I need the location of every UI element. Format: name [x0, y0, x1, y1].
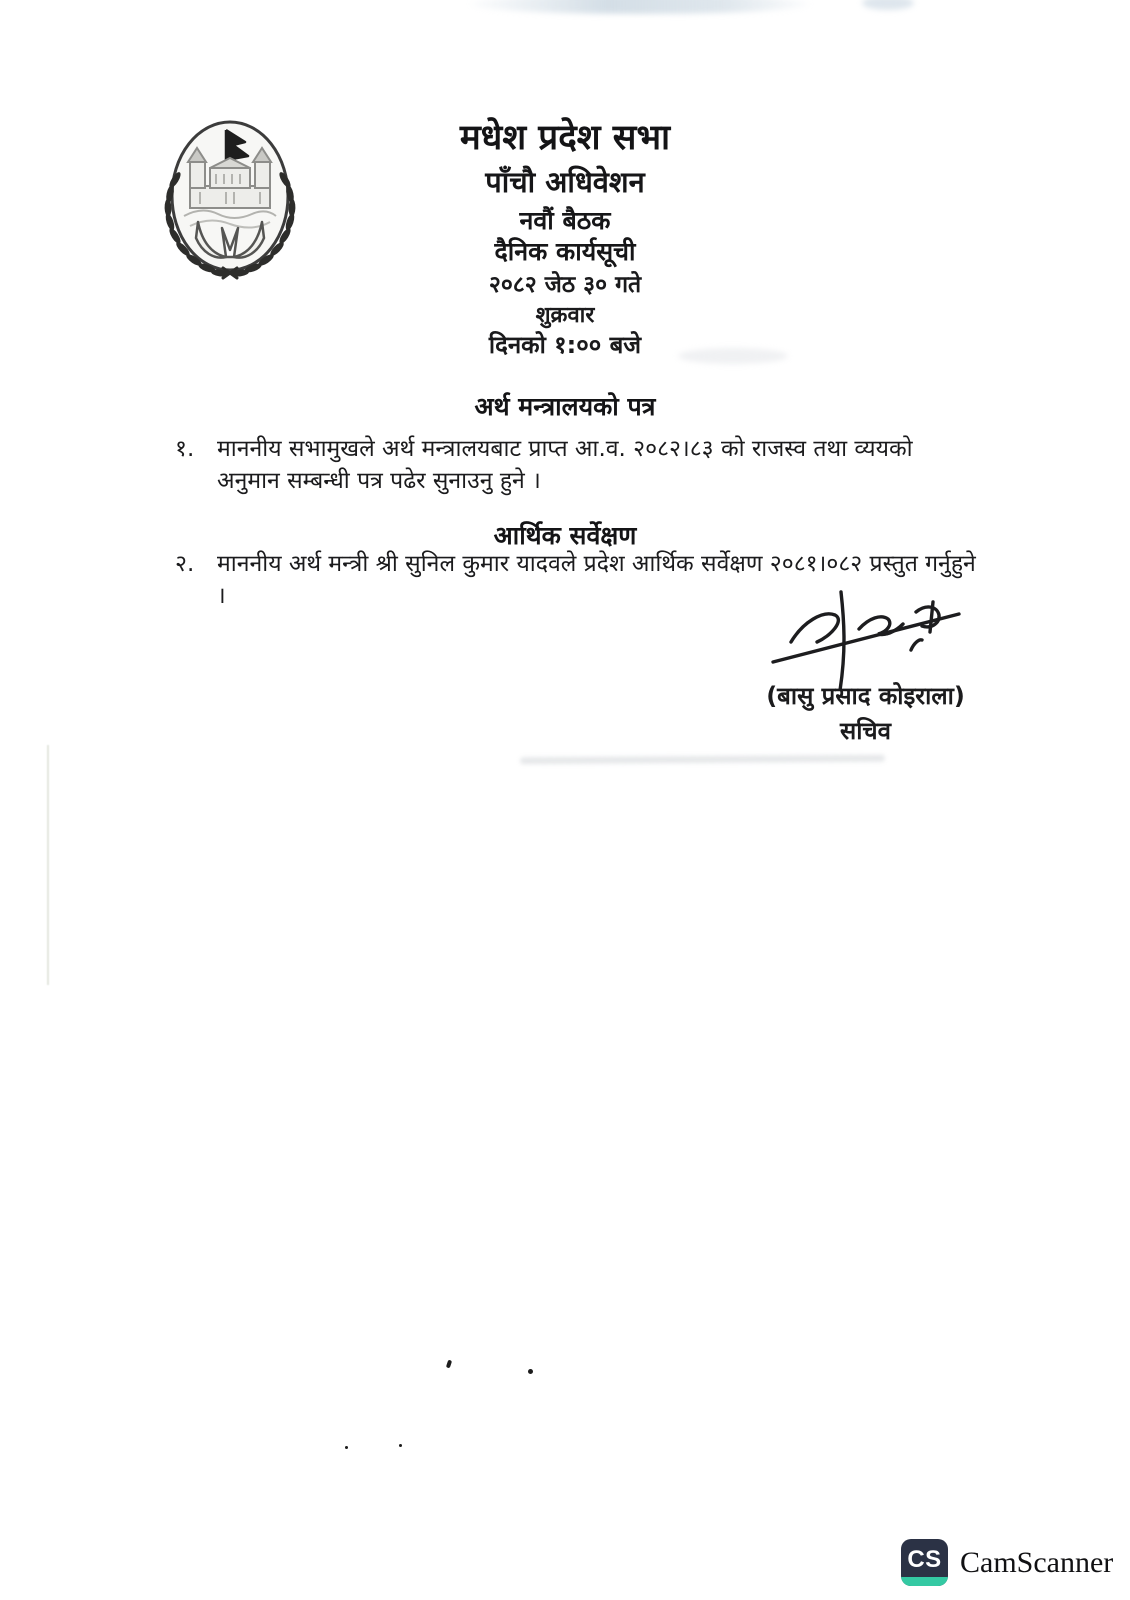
signature-block [758, 584, 973, 747]
scan-smudge-middle [520, 755, 885, 765]
camscanner-logo-text: CS [907, 1545, 942, 1573]
signatory-title: सचिव [839, 717, 892, 745]
scan-speck [399, 1444, 402, 1447]
date-line: २०८२ जेठ ३० गते [488, 272, 642, 299]
agenda-item-2-number: २. [175, 551, 195, 577]
camscanner-logo-icon [901, 1539, 948, 1586]
scan-smudge-top-right [862, 0, 914, 10]
section-heading-economic-survey: आर्थिक सर्वेक्षण [493, 521, 637, 550]
document-header [0, 118, 1130, 359]
camscanner-logo-accent-strip [901, 1577, 948, 1586]
scan-speck [528, 1369, 533, 1374]
session-line: पाँचौ अधिवेशन [485, 165, 645, 200]
agenda-item-2-text: माननीय अर्थ मन्त्री श्री सुनिल कुमार यादवले प्रदेश आर्थिक सर्वेक्षण २०८१।०८२ प्रस्तुत गर्नुहुने । [217, 551, 976, 609]
scan-fold-line [47, 745, 49, 985]
section-heading-finance-ministry-letter: अर्थ मन्त्रालयको पत्र [474, 392, 656, 421]
agenda-item-1-text: माननीय सभामुखले अर्थ मन्त्रालयबाट प्राप्त आ.व. २०८२।८३ को राजस्व तथा व्ययको अनुमान सम्बन्धी पत्र पढेर सुनाउनु हुने । [217, 436, 913, 494]
time-line: दिनको १:०० बजे [488, 330, 642, 359]
assembly-title: मधेश प्रदेश सभा [459, 118, 671, 158]
scan-smudge-top [470, 0, 810, 14]
meeting-line: नवौं बैठक [519, 205, 611, 235]
scan-speck [345, 1446, 348, 1449]
camscanner-watermark [901, 1539, 1113, 1586]
scan-speck [446, 1360, 452, 1369]
doc-type-line: दैनिक कार्यसूची [494, 237, 636, 267]
agenda-item-1 [175, 433, 975, 497]
camscanner-brand-text: CamScanner [960, 1545, 1114, 1579]
agenda-item-1-number: १. [175, 436, 195, 462]
weekday-line: शुक्रवार [535, 302, 595, 328]
signatory-name: (बासु प्रसाद कोइराला) [766, 682, 965, 710]
signature-icon [761, 584, 971, 689]
